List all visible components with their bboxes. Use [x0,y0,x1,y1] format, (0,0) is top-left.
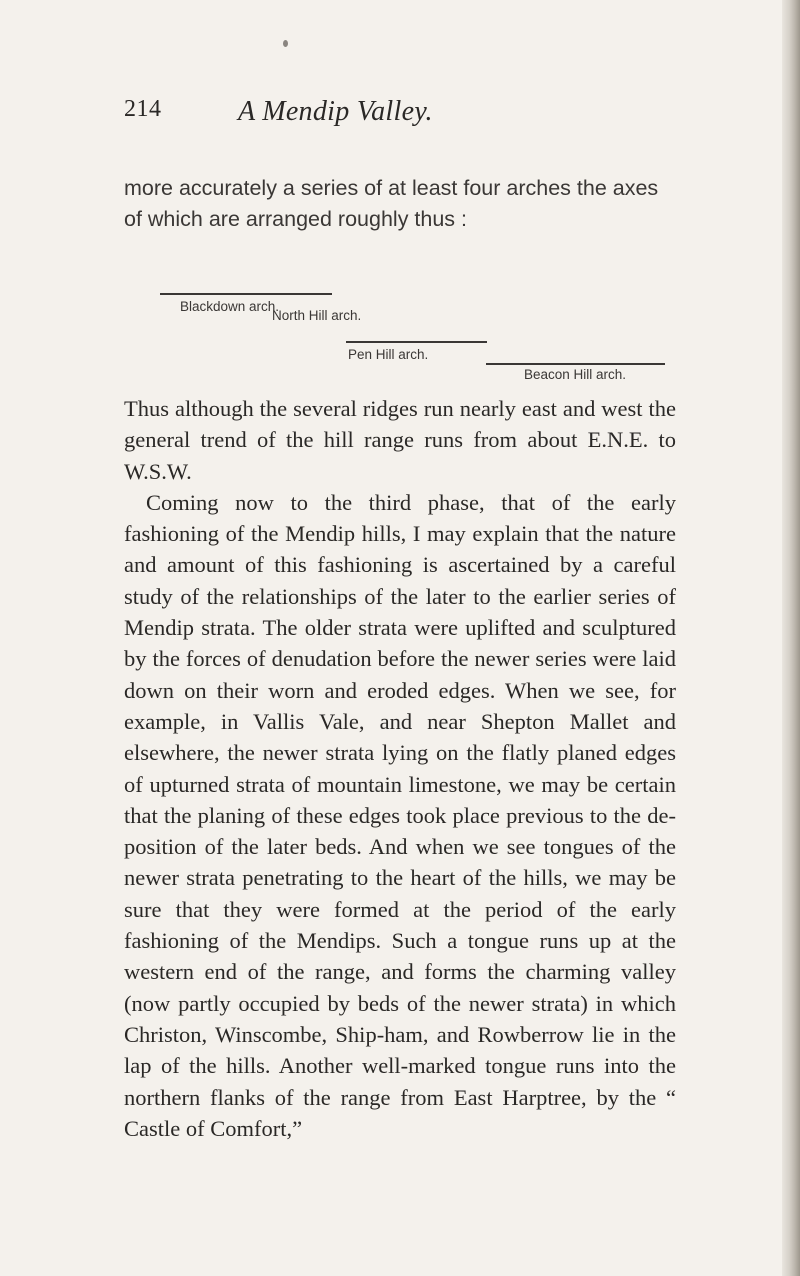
blackdown-arch-label: Blackdown arch. [180,299,280,314]
intro-text: more accurately a series of at least four arches the axes of which are arranged roughly thus : [124,176,659,231]
ink-speck [283,40,288,47]
page-edge-shadow [782,0,800,1276]
page-header [124,96,684,136]
running-title: A Mendip Valley. [238,96,433,127]
north-hill-arch-label: North Hill arch. [272,308,362,323]
beacon-hill-arch-label: Beacon Hill arch. [524,367,627,382]
paragraph-2: Coming now to the third phase, that of the early fashioning of the Mendip hills, I may explain that the nature and amount of this fashioning is ascertained by a careful study of the relationships of the later to the earlier series of Mendip strata. The older strata were uplifted and sculptured by the forces of denudation before the newer series were laid down on their worn and eroded edges. When we see, for example, in Vallis Vale, and near Shepton Mallet and elsewhere, the newer strata lying on the flatly planed edges of upturned strata of mountain limestone, we may be certain that the planing of these edges took place previous to the de-position of the later beds. And when we see tongues of the newer strata penetrating to the heart of the hills, we may be sure that they were formed at the period of the early fashioning of the Mendips. Such a tongue runs up at the western end of the range, and forms the charming valley (now partly occupied by beds of the newer strata) in which Christon, Winscombe, Ship-ham, and Rowberrow lie in the lap of the hills. Another well-marked tongue runs into the northern flanks of the range from East Harptree, by the “ Castle of Comfort,” [124,489,676,1141]
pen-hill-arch-label: Pen Hill arch. [348,347,429,362]
pen-hill-arch-line [346,341,487,343]
blackdown-arch-line [160,293,332,295]
beacon-hill-arch-line [486,363,665,365]
page-number: 214 [124,96,162,122]
paragraph-1: Thus although the several ridges run nearly east and west the general trend of the hill range runs from about E.N.E. to W.S.W. [124,396,676,484]
body-text [124,393,676,1144]
